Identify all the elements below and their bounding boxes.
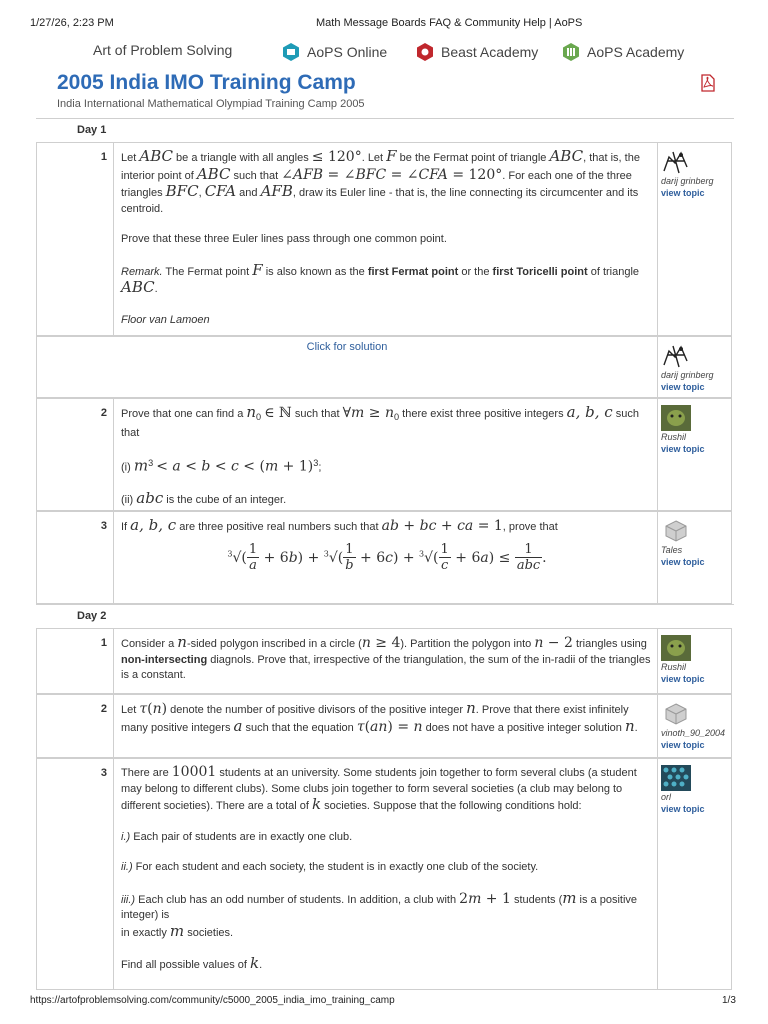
problem-statement: Let τ(n) denote the number of positive divisors of the positive integer n. Prove that there exist infinitely many positive integers a such that the equation τ(an) = n does not have a positive integer solution n. (121, 699, 638, 735)
divider (36, 604, 734, 605)
avatar (661, 635, 691, 661)
top-nav (0, 40, 768, 62)
divider (113, 399, 114, 510)
view-topic-link[interactable]: view topic (661, 444, 705, 454)
divider (113, 629, 114, 693)
print-timestamp: 1/27/26, 2:23 PM (30, 17, 114, 29)
divider (36, 118, 734, 119)
problem-row (36, 511, 732, 604)
click-for-solution-link[interactable]: Click for solution (306, 341, 388, 353)
print-page-count: 1/3 (722, 995, 736, 1006)
problem-number: 3 (100, 520, 107, 532)
username[interactable]: darij grinberg (661, 176, 714, 186)
avatar (661, 701, 691, 727)
beast-academy-icon (416, 42, 434, 62)
divider (113, 695, 114, 757)
avatar (661, 343, 691, 369)
view-topic-link[interactable]: view topic (661, 674, 705, 684)
nav-aops-academy[interactable] (562, 42, 684, 62)
problem-number: 2 (100, 407, 107, 419)
problem-number: 3 (100, 767, 107, 779)
day-2-heading: Day 2 (77, 610, 107, 622)
problem-number: 1 (100, 151, 107, 163)
pdf-icon[interactable] (700, 74, 716, 92)
problem-row (36, 398, 732, 511)
topic-info (661, 149, 733, 198)
topic-info (661, 765, 733, 814)
divider (657, 143, 658, 335)
page-title: 2005 India IMO Training Camp (57, 71, 356, 94)
problem-statement: Prove that one can find a $n_0$ ∈ ℕ such that ∀m ≥ $n_0$ there exist three positive integers a, b, c such that (i) $m^3 < a < b < c < (m + 1)^3$; (ii) abc is the cube of an integer. (121, 403, 639, 508)
topic-info (661, 343, 733, 392)
view-topic-link[interactable]: view topic (661, 804, 705, 814)
nav-aops-online-label: AoPS Online (307, 44, 388, 60)
divider (113, 512, 114, 603)
view-topic-link[interactable]: view topic (661, 557, 705, 567)
topic-info (661, 518, 733, 567)
username[interactable]: orl (661, 792, 672, 802)
avatar (661, 405, 691, 431)
username[interactable]: Rushil (661, 662, 687, 672)
problem-number: 1 (100, 637, 107, 649)
divider (657, 337, 658, 397)
topic-info (661, 635, 733, 684)
page-subtitle: India International Mathematical Olympiad Training Camp 2005 (57, 98, 365, 110)
divider (113, 759, 114, 989)
problem-statement: Let ABC be a triangle with all angles ≤ 120°. Let F be the Fermat point of triangle ABC, that is, the interior point of ABC such that ∠AFB = ∠BFC = ∠CFA = 120°. For each one of the three triangles BFC, CFA and AFB, draw its Euler line - that is, the line connecting its circumcenter and its centroid. Prove that these three Euler lines pass through one common point. Remark. The Fermat point F is also known as the first Fermat point or the first Toricelli point of triangle ABC. Floor van Lamoen (121, 147, 640, 326)
avatar (661, 518, 691, 544)
username[interactable]: Rushil (661, 432, 687, 442)
view-topic-link[interactable]: view topic (661, 382, 705, 392)
problem-row (36, 758, 732, 990)
divider (657, 759, 658, 989)
divider (113, 143, 114, 335)
username[interactable]: darij grinberg (661, 370, 714, 380)
aops-academy-icon (562, 42, 580, 62)
problem-number: 2 (100, 703, 107, 715)
divider (657, 512, 658, 603)
nav-aops-online[interactable] (282, 42, 387, 62)
nav-beast-academy[interactable] (416, 42, 538, 62)
print-page-title: Math Message Boards FAQ & Community Help | AoPS (316, 17, 583, 29)
problem-row (36, 628, 732, 694)
problem-row (36, 142, 732, 336)
solution-row (36, 336, 732, 398)
view-topic-link[interactable]: view topic (661, 188, 705, 198)
divider (657, 695, 658, 757)
username[interactable]: Tales (661, 545, 683, 555)
problem-statement: If a, b, c are three positive real numbers such that ab + bc + ca = 1, prove that $^3$√( $\frac{1}{a}$ + 6b) + $^3$√( $\frac{1}{b}$ + 6c) + $^3$√( $\frac{1}{c}$ + 6a) ≤ $\frac{1}{\text{abc}}$ . (121, 518, 653, 574)
topic-info (661, 405, 733, 454)
day-1-heading: Day 1 (77, 124, 107, 136)
nav-aops-academy-label: AoPS Academy (587, 44, 685, 60)
inequality-formula: $^3$√( $\frac{1}{a}$ + 6b) + $^3$√( $\frac{1}{b}$ + 6c) + $^3$√( $\frac{1}{c}$ + 6a) ≤ $\frac{1}{\text{abc}}$ . (227, 541, 547, 573)
avatar (661, 149, 691, 175)
problem-row (36, 694, 732, 758)
aops-online-icon (282, 42, 300, 62)
avatar (661, 765, 691, 791)
problem-statement: There are 10001 students at an university. Some students join together to form several clubs (a student may belong to different clubs). Some clubs join together to form several societies (a club may belong to different societies). There are a total of k societies. Suppose that the following conditions hold: i.) Each pair of students are in exactly one club. ii.) For each student and each society, the student is in exactly one club of the society. iii.) Each club has an odd number of students. In addition, a club with 2m + 1 students (m is a positive integer) is in exactly m societies. Find all possible values of k. (121, 764, 638, 972)
divider (657, 399, 658, 510)
remark-author: Floor van Lamoen (121, 313, 210, 326)
view-topic-link[interactable]: view topic (661, 740, 705, 750)
username[interactable]: vinoth_90_2004 (661, 728, 726, 738)
divider (657, 629, 658, 693)
nav-beast-academy-label: Beast Academy (441, 44, 539, 60)
problem-statement: Consider a n-sided polygon inscribed in a circle (n ≥ 4). Partition the polygon into n − 2 triangles using non-intersecting diagnols. Prove that, irrespective of the triangulation, the sum of the in-radii of the triangles is a constant. (121, 633, 651, 681)
site-name-link[interactable]: Art of Problem Solving (93, 42, 233, 58)
topic-info (661, 701, 733, 750)
print-url: https://artofproblemsolving.com/community/c5000_2005_india_imo_training_camp (30, 995, 395, 1006)
